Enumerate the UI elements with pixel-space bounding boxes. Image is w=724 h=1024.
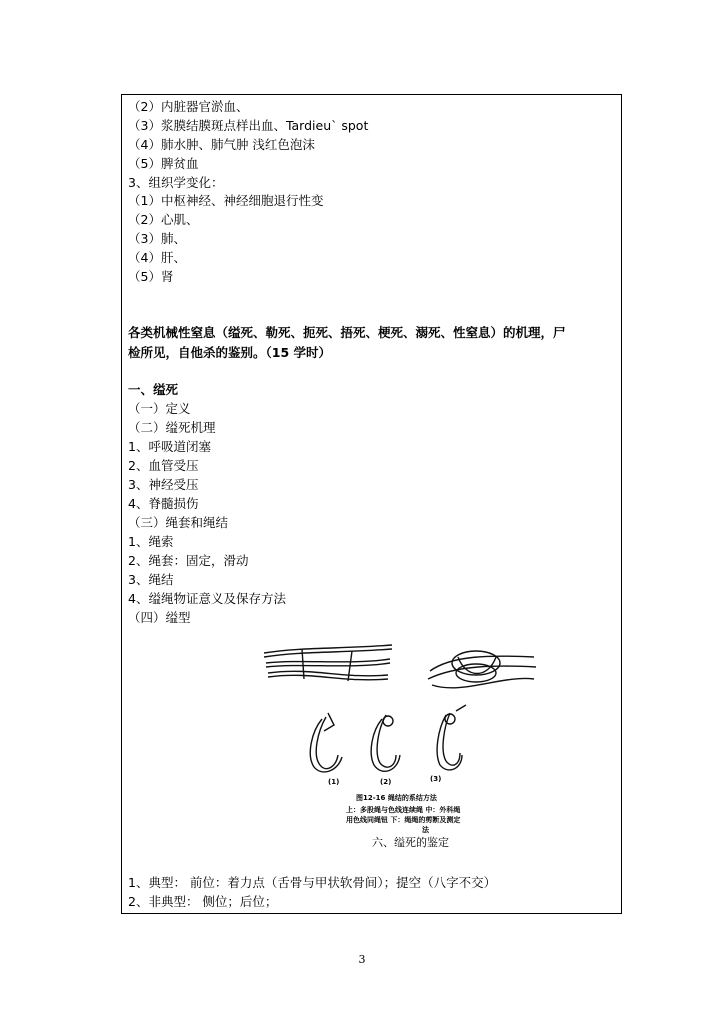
text-line: （1）中枢神经、神经细胞退行性变	[128, 193, 324, 208]
heading-line: 检所见，自他杀的鉴别。（15 学时）	[128, 345, 331, 360]
figure-caption-line: 法	[422, 826, 429, 834]
text-line: （四）缢型	[128, 610, 191, 625]
heading-line: 各类机械性窒息（缢死、勒死、扼死、捂死、梗死、溺死、性窒息）的机理，尸	[128, 325, 566, 340]
figure-caption-line: 用色线同绳钮 下：绳绳的剪断及测定	[346, 816, 461, 824]
text-line: 2、血管受压	[128, 458, 199, 473]
page-number: 3	[358, 953, 366, 966]
section-title: 一、缢死	[128, 382, 179, 397]
figure-caption-title: 图12-16 绳结的系结方法	[356, 794, 437, 802]
text-line: 4、脊髓损伤	[128, 496, 199, 511]
knot-figure	[262, 635, 542, 835]
text-line: （5）肾	[128, 269, 174, 284]
figure-subtitle: 六、缢死的鉴定	[372, 836, 449, 849]
text-line: （三）绳套和绳结	[128, 515, 229, 530]
text-line: 1、典型： 前位：着力点（舌骨与甲状软骨间）；提空（八字不交）	[128, 875, 497, 890]
text-line: 3、神经受压	[128, 477, 199, 492]
text-line: 2、非典型： 侧位；后位；	[128, 894, 278, 909]
text-line: （3）肺、	[128, 231, 186, 246]
text-line: （一）定义	[128, 401, 191, 416]
text-line: 3、绳结	[128, 572, 174, 587]
content-frame	[121, 94, 622, 914]
text-line: 2、绳套：固定，滑动	[128, 553, 249, 568]
text-line: （2）内脏器官淤血、	[128, 99, 249, 114]
text-line: 1、呼吸道闭塞	[128, 439, 211, 454]
text-line: （4）肺水肿、肺气肿 浅红色泡沫	[128, 137, 315, 152]
text-line: 3、组织学变化：	[128, 175, 224, 190]
text-line: （3）浆膜结膜斑点样出血、Tardieu` spot	[128, 118, 369, 133]
text-line: 4、缢绳物证意义及保存方法	[128, 591, 286, 606]
figure-label: (3)	[430, 775, 442, 783]
figure-label: (2)	[380, 778, 392, 786]
text-line: （2）心肌、	[128, 212, 199, 227]
text-line: （4）肝、	[128, 250, 186, 265]
figure-caption-line: 上：多股绳与色线连续绳 中：外科绳	[346, 806, 461, 814]
text-line: （5）脾贫血	[128, 156, 199, 171]
figure-label: (1)	[328, 778, 340, 786]
text-line: 1、绳索	[128, 534, 174, 549]
text-line: （二）缢死机理	[128, 420, 216, 435]
